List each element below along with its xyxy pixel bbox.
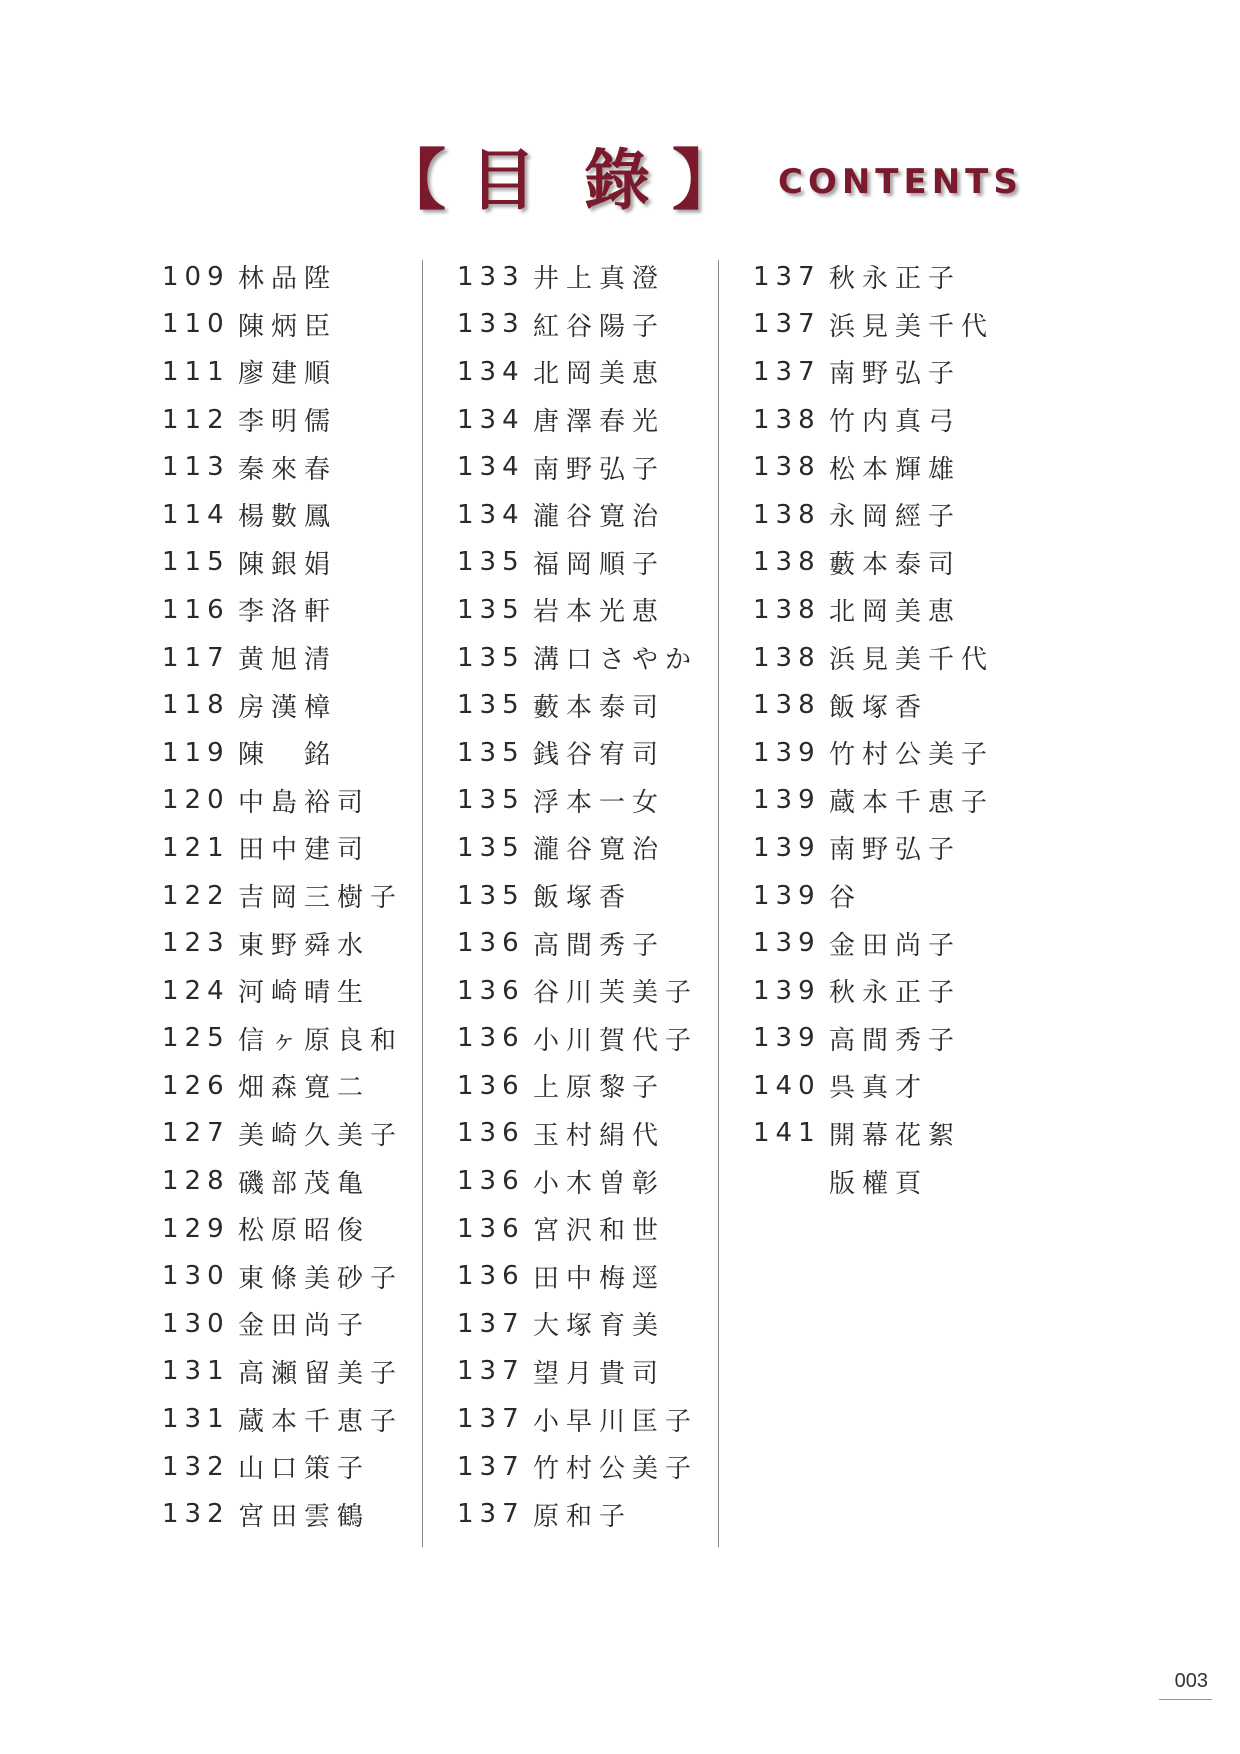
toc-entry[interactable] — [162, 681, 442, 729]
toc-page-number: 133 — [457, 309, 525, 340]
toc-entry[interactable] — [457, 301, 737, 349]
toc-entry[interactable] — [162, 491, 442, 539]
toc-artist-name: 宮沢和世 — [533, 1216, 666, 1247]
toc-artist-name: 陳炳臣 — [238, 311, 338, 342]
toc-entry[interactable] — [457, 586, 737, 634]
toc-page-number: 137 — [457, 1499, 525, 1530]
toc-column-2 — [457, 253, 737, 1538]
toc-artist-name: 高間秀子 — [533, 930, 666, 961]
toc-entry[interactable] — [162, 1443, 442, 1491]
toc-page-number: 133 — [457, 261, 525, 292]
title-bracket-close: 】 — [672, 141, 738, 219]
toc-page-number: 137 — [753, 309, 821, 340]
toc-column-1 — [162, 253, 442, 1538]
toc-entry[interactable] — [162, 1300, 442, 1348]
toc-page-number: 127 — [162, 1118, 230, 1149]
toc-artist-name: 松本輝雄 — [829, 454, 962, 485]
toc-entry[interactable] — [753, 348, 1033, 396]
toc-entry[interactable] — [457, 1443, 737, 1491]
toc-page-number: 135 — [457, 690, 525, 721]
toc-artist-name: 松原昭俊 — [238, 1216, 371, 1247]
toc-page-number: 135 — [457, 642, 525, 673]
toc-artist-name: 瀧谷寛治 — [533, 502, 666, 533]
toc-entry[interactable] — [162, 443, 442, 491]
toc-artist-name: 紅谷陽子 — [533, 311, 666, 342]
toc-page-number: 139 — [753, 880, 821, 911]
toc-page-number: 132 — [162, 1499, 230, 1530]
toc-entry[interactable] — [753, 301, 1033, 349]
toc-artist-name: 美崎久美子 — [238, 1120, 404, 1151]
toc-artist-name: 谷 — [829, 883, 863, 914]
toc-page-number: 138 — [753, 690, 821, 721]
contents-title — [380, 140, 1023, 220]
toc-page-number: 121 — [162, 832, 230, 863]
toc-artist-name: 高瀬留美子 — [238, 1358, 404, 1389]
toc-artist-name: 唐澤春光 — [533, 407, 666, 438]
toc-entry[interactable] — [753, 539, 1033, 587]
toc-entry[interactable] — [753, 491, 1033, 539]
toc-entry[interactable] — [753, 1110, 1033, 1158]
toc-entry[interactable] — [162, 539, 442, 587]
toc-artist-name: 房漢樟 — [238, 692, 338, 723]
toc-artist-name: 井上真澄 — [533, 264, 666, 295]
toc-page-number: 136 — [457, 928, 525, 959]
toc-page-number: 138 — [753, 547, 821, 578]
toc-entry[interactable] — [457, 396, 737, 444]
toc-entry[interactable] — [457, 967, 737, 1015]
toc-artist-name: 東條美砂子 — [238, 1263, 404, 1294]
toc-entry[interactable] — [162, 777, 442, 825]
toc-artist-name: 飯塚香 — [533, 883, 633, 914]
toc-page-number: 134 — [457, 452, 525, 483]
toc-page-number: 131 — [162, 1404, 230, 1435]
toc-entry[interactable] — [457, 729, 737, 777]
toc-artist-name: 玉村絹代 — [533, 1120, 666, 1151]
toc-entry[interactable] — [162, 586, 442, 634]
toc-artist-name: 瀧谷寛治 — [533, 835, 666, 866]
toc-artist-name: 南野弘子 — [533, 454, 666, 485]
toc-page-number: 110 — [162, 309, 230, 340]
toc-page-number: 125 — [162, 1023, 230, 1054]
toc-artist-name: 廖建順 — [238, 359, 338, 390]
toc-page-number: 109 — [162, 261, 230, 292]
toc-entry[interactable] — [457, 681, 737, 729]
toc-artist-name: 陳銀娟 — [238, 549, 338, 580]
toc-artist-name: 浜見美千代 — [829, 645, 995, 676]
toc-artist-name: 浮本一女 — [533, 787, 666, 818]
column-divider-2 — [718, 260, 719, 1547]
toc-artist-name: 谷川芙美子 — [533, 978, 699, 1009]
toc-entry[interactable] — [162, 1395, 442, 1443]
toc-entry[interactable] — [162, 348, 442, 396]
toc-entry[interactable] — [457, 443, 737, 491]
toc-artist-name: 金田尚子 — [238, 1311, 371, 1342]
toc-entry[interactable] — [457, 634, 737, 682]
toc-page-number: 129 — [162, 1213, 230, 1244]
toc-artist-name: 田中建司 — [238, 835, 371, 866]
toc-artist-name: 中島裕司 — [238, 787, 371, 818]
toc-artist-name: 河崎晴生 — [238, 978, 371, 1009]
toc-artist-name: 藪本泰司 — [533, 692, 666, 723]
toc-artist-name: 藪本泰司 — [829, 549, 962, 580]
toc-artist-name: 永岡經子 — [829, 502, 962, 533]
toc-entry[interactable] — [753, 253, 1033, 301]
toc-entry[interactable] — [162, 824, 442, 872]
toc-artist-name: 信ヶ原良和 — [238, 1025, 404, 1056]
toc-entry[interactable] — [753, 1062, 1033, 1110]
toc-artist-name: 南野弘子 — [829, 835, 962, 866]
toc-entry[interactable] — [162, 1015, 442, 1063]
toc-artist-name: 上原黎子 — [533, 1073, 666, 1104]
toc-entry[interactable] — [162, 729, 442, 777]
toc-artist-name: 北岡美恵 — [533, 359, 666, 390]
toc-artist-name: 田中梅逕 — [533, 1263, 666, 1294]
toc-artist-name: 竹村公美子 — [829, 740, 995, 771]
toc-page-number: 135 — [457, 785, 525, 816]
toc-artist-name: 秦來春 — [238, 454, 338, 485]
toc-artist-name: 陳 銘 — [238, 740, 338, 771]
toc-entry[interactable] — [753, 967, 1033, 1015]
toc-page-number: 112 — [162, 404, 230, 435]
toc-entry[interactable] — [753, 824, 1033, 872]
toc-entry[interactable] — [457, 1062, 737, 1110]
toc-artist-name: 開幕花絮 — [829, 1120, 962, 1151]
toc-artist-name: 呉真才 — [829, 1073, 929, 1104]
toc-entry[interactable] — [162, 634, 442, 682]
toc-page-number: 138 — [753, 642, 821, 673]
toc-artist-name: 溝口さやか — [533, 645, 699, 676]
toc-page-number: 116 — [162, 594, 230, 625]
toc-entry[interactable] — [753, 1015, 1033, 1063]
toc-page-number: 136 — [457, 1166, 525, 1197]
toc-artist-name: 望月貴司 — [533, 1358, 666, 1389]
toc-entry[interactable] — [162, 396, 442, 444]
toc-artist-name: 福岡順子 — [533, 549, 666, 580]
toc-page-number: 122 — [162, 880, 230, 911]
toc-entry[interactable] — [753, 872, 1033, 920]
title-english: CONTENTS — [778, 162, 1023, 202]
toc-entry[interactable] — [753, 443, 1033, 491]
toc-entry[interactable] — [753, 396, 1033, 444]
toc-artist-name: 山口策子 — [238, 1454, 371, 1485]
toc-page-number: 135 — [457, 737, 525, 768]
toc-page-number: 139 — [753, 832, 821, 863]
toc-artist-name: 秋永正子 — [829, 978, 962, 1009]
toc-page-number: 124 — [162, 975, 230, 1006]
toc-entry[interactable] — [162, 872, 442, 920]
toc-entry[interactable] — [162, 301, 442, 349]
toc-entry[interactable] — [457, 1015, 737, 1063]
toc-entry[interactable] — [162, 1205, 442, 1253]
toc-page-number: 139 — [753, 785, 821, 816]
toc-page-number: 130 — [162, 1308, 230, 1339]
toc-page-number: 136 — [457, 1023, 525, 1054]
toc-entry[interactable] — [753, 681, 1033, 729]
toc-entry[interactable] — [162, 1062, 442, 1110]
toc-artist-name: 版權頁 — [829, 1168, 929, 1199]
toc-entry[interactable] — [162, 1110, 442, 1158]
toc-page-number: 136 — [457, 1261, 525, 1292]
toc-artist-name: 竹村公美子 — [533, 1454, 699, 1485]
toc-page-number: 134 — [457, 499, 525, 530]
toc-artist-name: 吉岡三樹子 — [238, 883, 404, 914]
toc-entry[interactable] — [457, 872, 737, 920]
toc-page-number: 123 — [162, 928, 230, 959]
toc-page-number: 135 — [457, 547, 525, 578]
toc-page-number: 138 — [753, 499, 821, 530]
toc-page-number: 137 — [457, 1308, 525, 1339]
toc-page-number: 138 — [753, 404, 821, 435]
toc-page-number: 115 — [162, 547, 230, 578]
toc-page-number: 113 — [162, 452, 230, 483]
toc-artist-name: 飯塚香 — [829, 692, 929, 723]
toc-artist-name: 磯部茂亀 — [238, 1168, 371, 1199]
toc-artist-name: 小木曽彰 — [533, 1168, 666, 1199]
toc-entry[interactable] — [753, 634, 1033, 682]
toc-entry[interactable] — [753, 777, 1033, 825]
toc-artist-name: 李洛軒 — [238, 597, 338, 628]
toc-page-number: 134 — [457, 404, 525, 435]
toc-artist-name: 蔵本千恵子 — [829, 787, 995, 818]
toc-page-number: 136 — [457, 1118, 525, 1149]
toc-page-number: 136 — [457, 1070, 525, 1101]
toc-artist-name: 楊數鳳 — [238, 502, 338, 533]
toc-entry[interactable] — [457, 491, 737, 539]
title-char-mu: 目 — [470, 141, 536, 219]
toc-artist-name: 李明儒 — [238, 407, 338, 438]
toc-artist-name: 浜見美千代 — [829, 311, 995, 342]
toc-page-number: 141 — [753, 1118, 821, 1149]
toc-page-number: 135 — [457, 594, 525, 625]
toc-artist-name: 岩本光恵 — [533, 597, 666, 628]
toc-entry[interactable] — [753, 919, 1033, 967]
toc-entry[interactable] — [457, 1395, 737, 1443]
toc-artist-name: 高間秀子 — [829, 1025, 962, 1056]
toc-page-number: 114 — [162, 499, 230, 530]
page-number: 003 — [1159, 1670, 1212, 1700]
title-bracket-open: 【 — [380, 141, 446, 219]
toc-entry[interactable] — [753, 586, 1033, 634]
toc-page-number: 137 — [457, 1356, 525, 1387]
toc-artist-name: 原和子 — [533, 1501, 633, 1532]
toc-page-number: 139 — [753, 928, 821, 959]
toc-page-number: 134 — [457, 356, 525, 387]
toc-artist-name: 金田尚子 — [829, 930, 962, 961]
toc-page-number: 126 — [162, 1070, 230, 1101]
toc-page-number: 135 — [457, 880, 525, 911]
toc-artist-name: 秋永正子 — [829, 264, 962, 295]
toc-entry[interactable] — [162, 1490, 442, 1538]
toc-page-number: 137 — [457, 1404, 525, 1435]
toc-entry[interactable] — [457, 539, 737, 587]
toc-page-number: 120 — [162, 785, 230, 816]
toc-entry[interactable] — [162, 1348, 442, 1396]
toc-page-number: 137 — [753, 356, 821, 387]
toc-page-number: 135 — [457, 832, 525, 863]
toc-entry[interactable] — [457, 1252, 737, 1300]
toc-entry[interactable] — [753, 729, 1033, 777]
toc-artist-name: 南野弘子 — [829, 359, 962, 390]
column-divider-1 — [422, 260, 423, 1547]
toc-column-3 — [753, 253, 1033, 1205]
toc-artist-name: 竹内真弓 — [829, 407, 962, 438]
toc-page-number: 118 — [162, 690, 230, 721]
toc-entry[interactable] — [457, 1110, 737, 1158]
toc-page-number: 119 — [162, 737, 230, 768]
toc-page-number: 137 — [457, 1451, 525, 1482]
toc-entry[interactable] — [162, 967, 442, 1015]
toc-artist-name: 小早川匡子 — [533, 1406, 699, 1437]
toc-page-number: 139 — [753, 975, 821, 1006]
toc-artist-name: 畑森寛二 — [238, 1073, 371, 1104]
toc-entry[interactable] — [457, 1157, 737, 1205]
toc-entry[interactable] — [457, 824, 737, 872]
title-char-lu: 錄 — [584, 141, 650, 219]
toc-page-number: 111 — [162, 356, 230, 387]
toc-entry[interactable] — [162, 253, 442, 301]
toc-artist-name: 大塚育美 — [533, 1311, 666, 1342]
toc-page-number: 117 — [162, 642, 230, 673]
toc-page-number: 139 — [753, 1023, 821, 1054]
toc-artist-name: 林品陞 — [238, 264, 338, 295]
toc-page-number: 128 — [162, 1166, 230, 1197]
toc-artist-name: 蔵本千恵子 — [238, 1406, 404, 1437]
toc-entry[interactable] — [457, 1300, 737, 1348]
toc-page-number: 138 — [753, 452, 821, 483]
toc-entry[interactable] — [457, 1205, 737, 1253]
toc-page-number: 138 — [753, 594, 821, 625]
toc-page-number: 140 — [753, 1070, 821, 1101]
toc-entry[interactable] — [457, 1490, 737, 1538]
toc-artist-name: 黄旭清 — [238, 645, 338, 676]
toc-page-number: 131 — [162, 1356, 230, 1387]
toc-entry[interactable] — [162, 919, 442, 967]
toc-artist-name: 小川賀代子 — [533, 1025, 699, 1056]
toc-entry[interactable] — [753, 1157, 1033, 1205]
toc-page-number: 139 — [753, 737, 821, 768]
toc-artist-name: 東野舜水 — [238, 930, 371, 961]
toc-entry[interactable] — [457, 348, 737, 396]
toc-entry[interactable] — [457, 777, 737, 825]
toc-page-number: 136 — [457, 975, 525, 1006]
toc-page-number: 136 — [457, 1213, 525, 1244]
toc-page-number: 130 — [162, 1261, 230, 1292]
toc-artist-name: 銭谷宥司 — [533, 740, 666, 771]
toc-page-number: 137 — [753, 261, 821, 292]
toc-entry[interactable] — [457, 919, 737, 967]
toc-page-number: 132 — [162, 1451, 230, 1482]
toc-entry[interactable] — [457, 1348, 737, 1396]
toc-entry[interactable] — [162, 1157, 442, 1205]
toc-artist-name: 宮田雲鶴 — [238, 1501, 371, 1532]
toc-artist-name: 北岡美恵 — [829, 597, 962, 628]
toc-entry[interactable] — [457, 253, 737, 301]
toc-entry[interactable] — [162, 1252, 442, 1300]
